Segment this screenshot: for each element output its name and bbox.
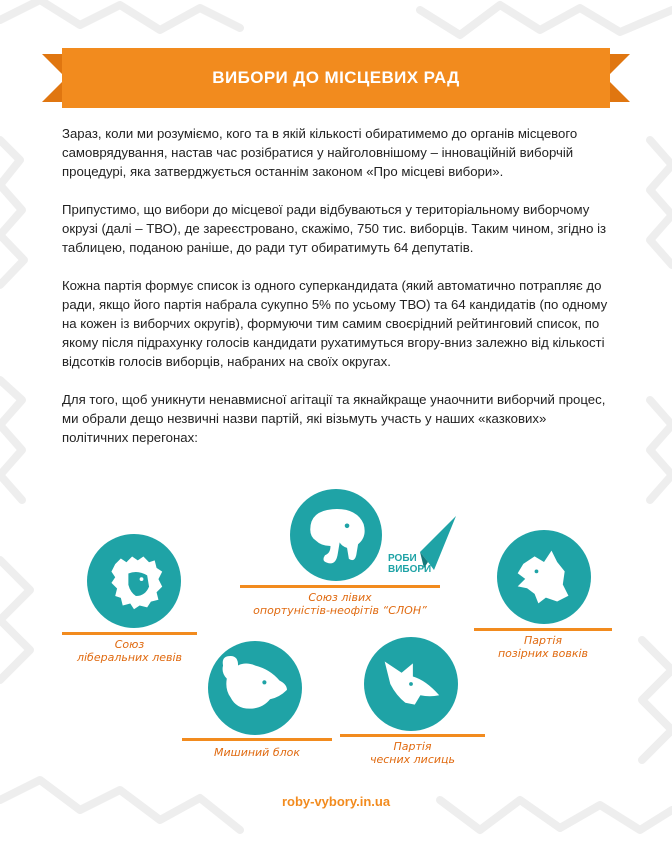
roby-vybory-logo-text: РОБИ ВИБОРИ	[388, 553, 432, 575]
lion-label-line	[62, 632, 197, 635]
page-title: ВИБОРИ ДО МІСЦЕВИХ РАД	[212, 68, 460, 87]
lion-party-label: Союз ліберальних левів	[76, 638, 183, 664]
paragraph-4: Для того, щоб уникнути ненавмисної агітації та якнайкраще унаочнити виборчий процес, ми обрали дещо незвичні назви партій, які візьмуть участь у наших «казкових» політичних перегонах:	[62, 392, 606, 445]
mouse-party-label: Мишиний блок	[213, 746, 301, 759]
elephant-label-line	[240, 585, 440, 588]
elephant-icon	[290, 489, 382, 581]
wolf-label-line	[474, 628, 612, 631]
fox-icon	[364, 637, 458, 731]
paragraph-1: Зараз, коли ми розуміємо, кого та в якій кількості обиратимемо до органів місцевого самоврядування, настав час розібратися у найголовнішому – інноваційній виборчій процедурі, яка затверджується останнім законом «Про місцеві вибори».	[62, 126, 578, 179]
footer-link[interactable]: roby-vybory.in.ua	[281, 794, 391, 809]
wolf-party-label: Партія позірних вовків	[497, 634, 589, 660]
mouse-label-line	[182, 738, 332, 741]
wolf-icon	[497, 530, 591, 624]
fox-party-label: Партія чесних лисиць	[369, 740, 455, 766]
lion-icon	[87, 534, 181, 628]
paragraph-3: Кожна партія формує список із одного суперкандидата (який автоматично потрапляє до ради, якщо його партія набрала сукупно 5% по усьому ТВО) та 64 кандидатів (по одному на кожен із виборчих округів), формуючи тим самим своєрідний рейтинговий список, по якому після підрахунку голосів кандидати рухатимуться вгору-вниз залежно від кількості відсотків голосів виборців, набраних на своїх округах.	[62, 278, 608, 369]
fox-label-line	[340, 734, 485, 737]
article-body	[62, 124, 610, 466]
elephant-party-label: Союз лівих опортуністів-неофітів “СЛОН”	[253, 591, 427, 617]
paragraph-2: Припустимо, що вибори до місцевої ради відбуваються у територіальному виборчому окрузі (далі – ТВО), де зареєстровано, скажімо, 750 тис. виборців. Таким чином, згідно із таблицею, поданою раніше, до ради тут обиратимуть 64 депутатів.	[62, 202, 607, 255]
mouse-icon	[208, 641, 302, 735]
